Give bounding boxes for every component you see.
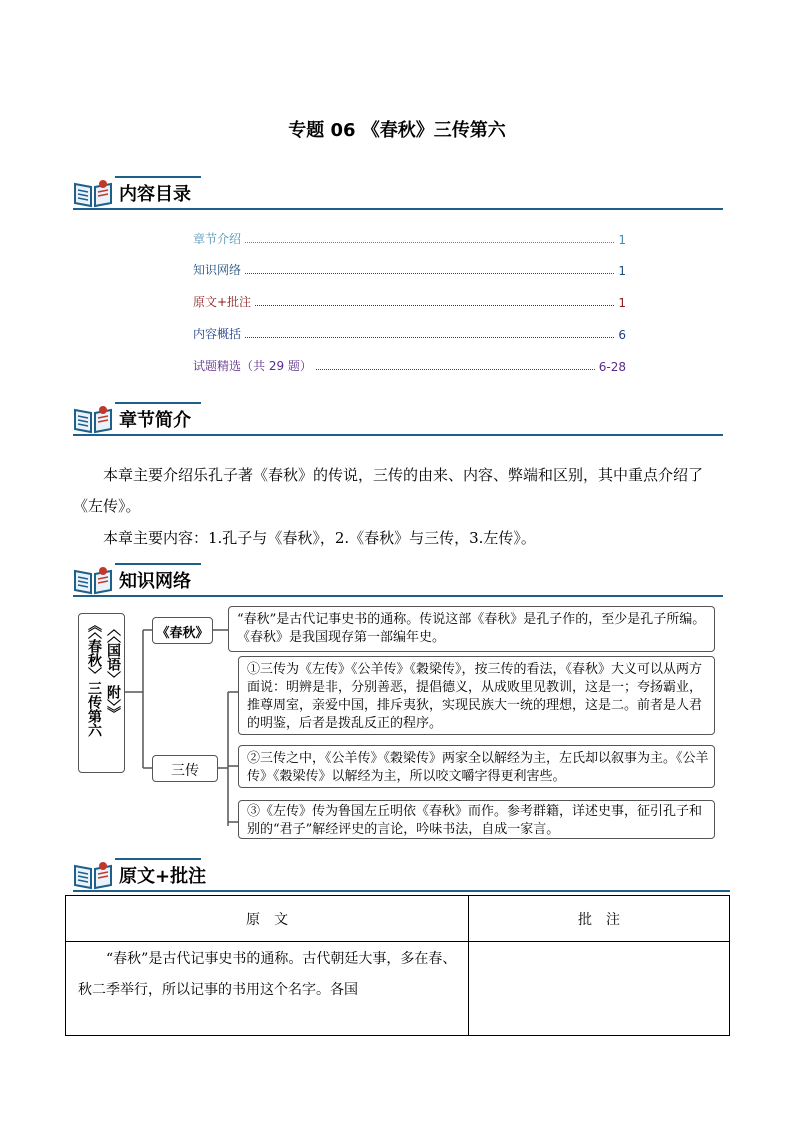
toc-item-knowledge-network[interactable]: 知识网络 1 bbox=[193, 263, 626, 278]
network-node-sanzhuan: 三传 bbox=[152, 755, 218, 782]
section-title-annot: 原文+批注 bbox=[119, 866, 207, 887]
network-box-sanzhuan-1: ①三传为《左传》《公羊传》《穀梁传》，按三传的看法，《春秋》大义可以从两方面说：明辨是非，分别善恶，提倡德义，从成败里见教训，这是一；夸扬霸业，推尊周室，亲爱中国，排斥夷狄，实现民族大一统的理想，这是二。前者是人君的明鉴，后者是拨乱反正的程序。 bbox=[238, 656, 715, 735]
table-cell-notes bbox=[469, 942, 730, 1036]
toc-item-exercises[interactable]: 试题精选（共 29 题） 6-28 bbox=[193, 359, 626, 374]
toc-item-chapter-intro[interactable]: 章节介绍 1 bbox=[193, 232, 626, 247]
book-icon bbox=[73, 860, 113, 890]
network-node-chunqiu: 《春秋》 bbox=[152, 617, 213, 644]
network-root-col2: 〈〈国语〉附〉》 bbox=[105, 622, 121, 720]
section-title-network: 知识网络 bbox=[119, 571, 191, 592]
network-box-chunqiu: “春秋”是古代记事史书的通称。传说这部《春秋》是孔子作的，至少是孔子所编。《春秋》是我国现存第一部编年史。 bbox=[228, 606, 715, 652]
network-box-sanzhuan-2: ②三传之中，《公羊传》《穀梁传》两家全以解经为主，左氏却以叙事为主。《公羊传》《穀梁传》以解经为主，所以咬文嚼字得更利害些。 bbox=[238, 745, 715, 788]
table-header-original: 原 文 bbox=[66, 896, 469, 942]
table-row bbox=[66, 942, 730, 1036]
toc-item-content-summary[interactable]: 内容概括 6 bbox=[193, 327, 626, 342]
annotation-table bbox=[65, 895, 730, 1036]
section-title-intro: 章节简介 bbox=[119, 410, 191, 431]
section-header-annot bbox=[73, 858, 730, 892]
network-root-col1: 《〈春秋〉三传第六 bbox=[86, 618, 102, 737]
network-box-sanzhuan-3: ③《左传》传为鲁国左丘明依《春秋》而作。参考群籍，详述史事，征引孔子和别的“君子”解经评史的言论，吟味书法，自成一家言。 bbox=[238, 800, 715, 839]
table-header-notes: 批 注 bbox=[469, 896, 730, 942]
intro-paragraph-2: 本章主要内容：1.孔子与《春秋》，2.《春秋》与三传，3.左传》。 bbox=[103, 529, 536, 547]
toc-item-original-annotation[interactable]: 原文+批注 1 bbox=[193, 295, 626, 310]
section-title-toc: 内容目录 bbox=[119, 184, 191, 205]
page-title: 专题 06 《春秋》三传第六 bbox=[288, 120, 506, 141]
intro-paragraph-1: 本章主要介绍乐孔子著《春秋》的传说，三传的由来、内容、弊端和区别，其中重点介绍了《左传》。 bbox=[73, 466, 704, 515]
table-cell-original: “春秋”是古代记事史书的通称。古代朝廷大事，多在春、秋二季举行，所以记事的书用这个名字。各国 bbox=[66, 942, 469, 1036]
